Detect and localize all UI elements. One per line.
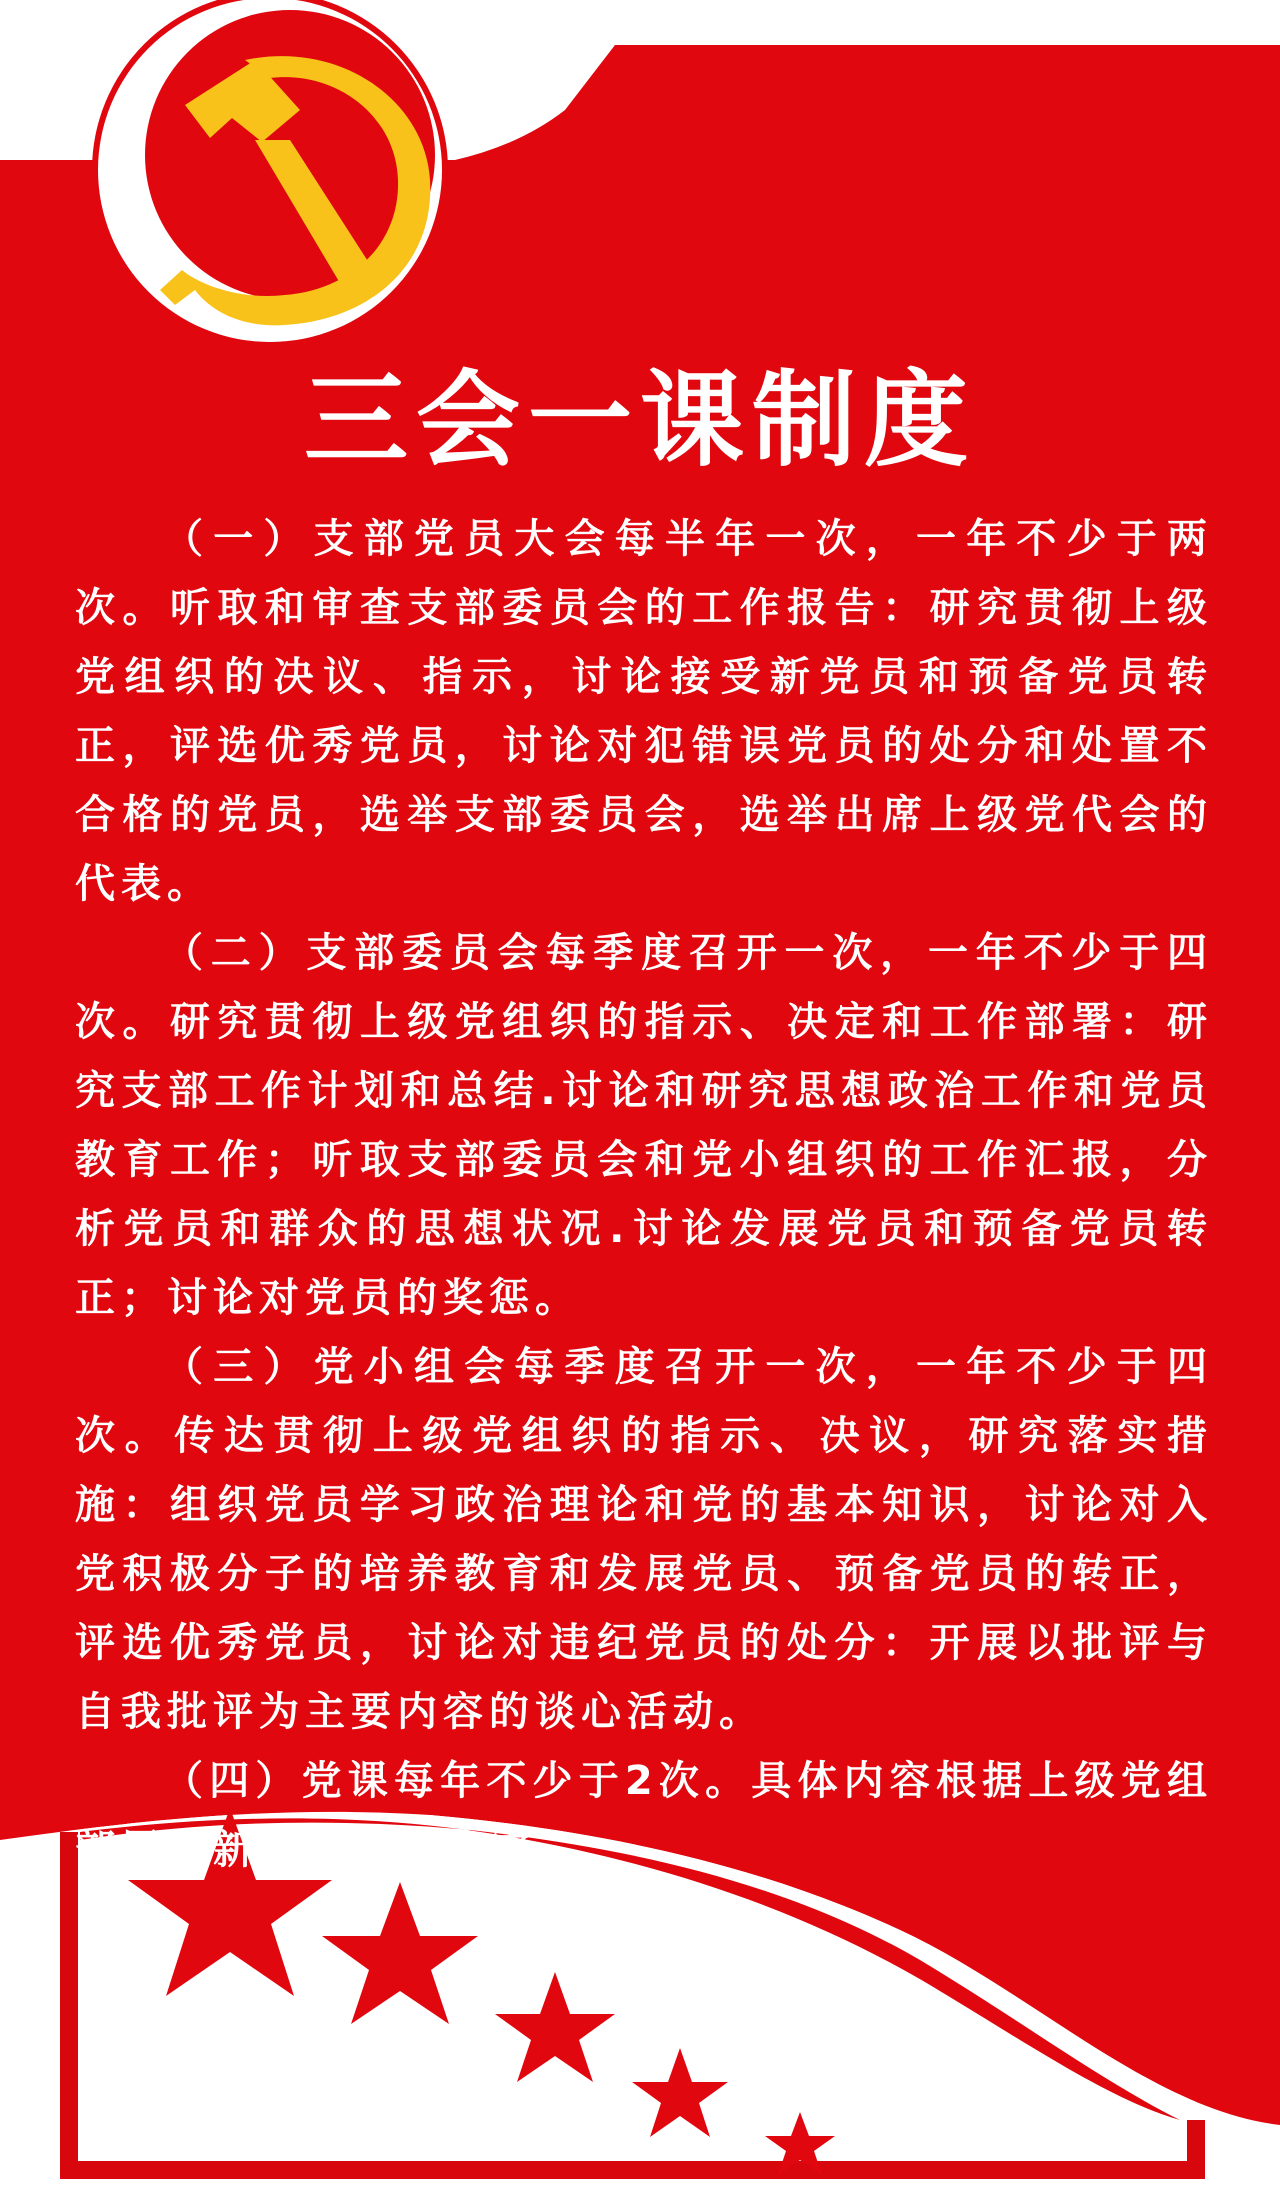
paragraph-2: （二）支部委员会每季度召开一次，一年不少于四次。研究贯彻上级党组织的指示、决定和工作部署：研究支部工作计划和总结.讨论和研究思想政治工作和党员教育工作；听取支部委员会和党小组织的工作汇报，分析党员和群众的思想状况.讨论发展党员和预备党员转正；讨论对党员的奖惩。 [75,930,1213,1321]
page-title: 三会一课制度 [303,359,976,481]
paragraph-4: （四）党课每年不少于2次。具体内容根据上级党组部署和新形势发展确定。 [75,1758,1213,1873]
paragraph-3: （三）党小组会每季度召开一次，一年不少于四次。传达贯彻上级党组织的指示、决议，研究落实措施：组织党员学习政治理论和党的基本知识，讨论对入党积极分子的培养教育和发展党员、预备党员的转正，评选优秀党员，讨论对违纪党员的处分：开展以批评与自我批评为主要内容的谈心活动。 [75,1344,1213,1735]
paragraph-1: （一）支部党员大会每半年一次，一年不少于两次。听取和审查支部委员会的工作报告：研究贯彻上级党组织的决议、指示，讨论接受新党员和预备党员转正，评选优秀党员，讨论对犯错误党员的处分和处置不合格的党员，选举支部委员会，选举出席上级党代会的代表。 [75,516,1213,907]
regulation-content [75,505,1213,1885]
